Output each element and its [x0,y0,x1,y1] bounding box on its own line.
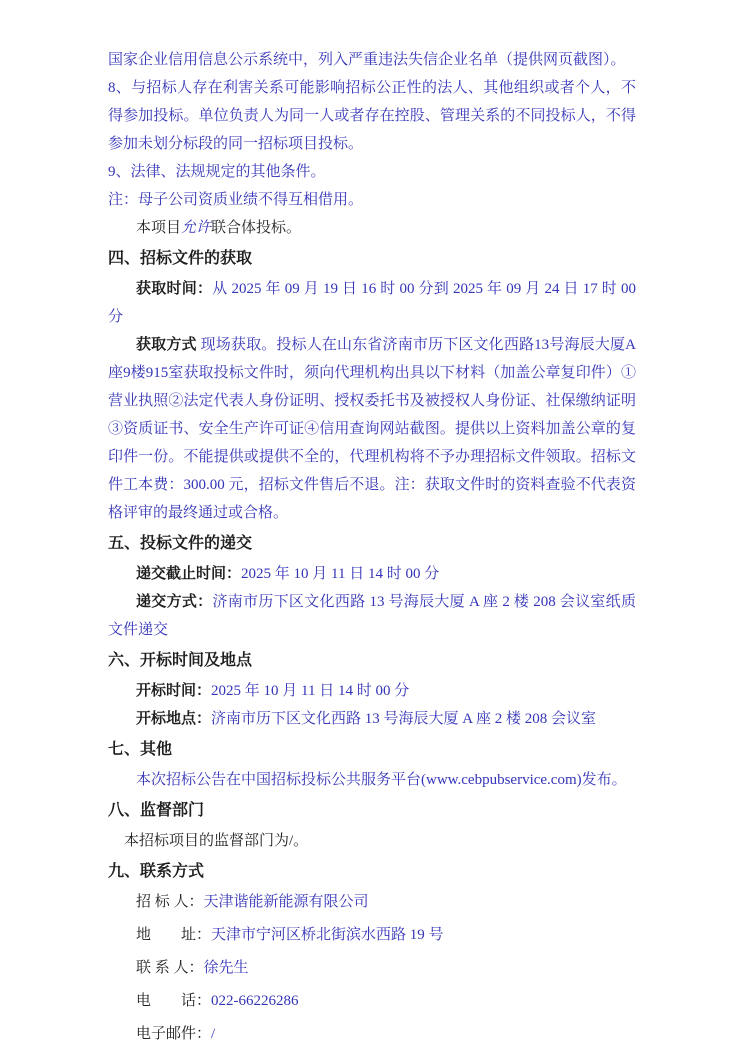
field-label: 电 话： [136,993,212,1009]
para-contact-person [108,954,636,982]
para-note-parent-subsidiary [108,186,636,214]
field-value: 2025 年 10 月 11 日 14 时 00 分 [211,683,410,699]
field-value: 济南市历下区文化西路 13 号海辰大厦 A 座 2 楼 208 会议室 [211,711,597,727]
heading-text: 五、投标文件的递交 [108,535,253,552]
para-submission-method [108,588,636,644]
para-submission-deadline [108,560,636,588]
para-item-9-other-conditions [108,158,636,186]
field-label: 联 系 人： [136,960,204,976]
heading-text: 四、招标文件的获取 [108,250,253,267]
para-consortium-bidding [108,214,636,242]
para-supervision-department [108,827,636,855]
field-label: 招 标 人： [136,894,204,910]
section-heading-7-other [108,736,636,764]
text-run: 注：母子公司资质业绩不得互相借用。 [108,192,364,208]
consortium-allowed-value: 允许 [181,220,212,236]
heading-text: 九、联系方式 [108,863,205,880]
para-contact-tenderer [108,888,636,916]
field-value: 本次招标公告在中国招标投标公共服务平台(www.cebpubservice.com)发布。 [136,772,627,788]
field-label: 递交截止时间： [136,566,242,582]
field-label: 获取方式 [136,337,201,353]
para-opening-place [108,705,636,733]
para-item-8-conflict-of-interest [108,74,636,158]
field-value: 天津谐能新能源有限公司 [203,894,369,910]
text-run: 本项目 [136,220,182,236]
section-heading-5-bid-submission [108,530,636,558]
heading-text: 七、其他 [108,741,173,758]
section-heading-9-contact [108,858,636,886]
para-contact-email [108,1020,636,1048]
para-announcement-platform [108,766,636,794]
para-credit-blacklist [108,46,636,74]
field-value: 现场获取。投标人在山东省济南市历下区文化西路13号海辰大厦A座9楼915室获取投标文件时，须向代理机构出具以下材料（加盖公章复印件）①营业执照②法定代表人身份证明、授权委托书及被授权人身份证、社保缴纳证明③资质证书、安全生产许可证④信用查询网站截图。提供以上资料加盖公章的复印件一份。不能提供或提供不全的，代理机构将不予办理招标文件领取。招标文件工本费：300.00 元，招标文件售后不退。注：获取文件时的资料查验不代表资格评审的最终通过或合格。 [108,337,636,521]
section-heading-4-document-acquisition [108,245,636,273]
section-heading-8-supervision [108,797,636,825]
field-label: 递交方式： [136,594,213,610]
text-run: 联合体投标。 [211,220,302,236]
para-contact-address [108,921,636,949]
field-value: 从 2025 年 09 月 19 日 16 时 00 分到 2025 年 09 月 24 日 17 时 00 分 [108,281,636,325]
field-label: 获取时间： [136,281,213,297]
field-value: 本招标项目的监督部门为/。 [124,833,309,849]
field-value: 徐先生 [203,960,249,976]
para-acquisition-method [108,331,636,527]
para-acquisition-time [108,275,636,331]
para-contact-phone [108,987,636,1015]
section-heading-6-bid-opening [108,647,636,675]
field-value: 2025 年 10 月 11 日 14 时 00 分 [241,566,440,582]
field-value: 济南市历下区文化西路 13 号海辰大厦 A 座 2 楼 208 会议室纸质文件递交 [108,594,636,638]
text-run: 国家企业信用信息公示系统中，列入严重违法失信企业名单（提供网页截图）。 [108,52,626,68]
field-label: 开标地点： [136,711,212,727]
document-body [108,46,636,1048]
field-value: 天津市宁河区桥北街滨水西路 19 号 [211,927,444,943]
field-label: 地 址： [136,927,212,943]
heading-text: 六、开标时间及地点 [108,652,253,669]
field-label: 开标时间： [136,683,212,699]
text-run: 9、法律、法规规定的其他条件。 [108,164,326,180]
text-run: 8、与招标人存在利害关系可能影响招标公正性的法人、其他组织或者个人，不得参加投标。单位负责人为同一人或者存在控股、管理关系的不同投标人，不得参加未划分标段的同一招标项目投标。 [108,80,636,152]
heading-text: 八、监督部门 [108,802,205,819]
field-value: 022-66226286 [211,993,299,1009]
field-value: / [211,1026,216,1042]
field-label: 电子邮件： [136,1026,212,1042]
para-opening-time [108,677,636,705]
